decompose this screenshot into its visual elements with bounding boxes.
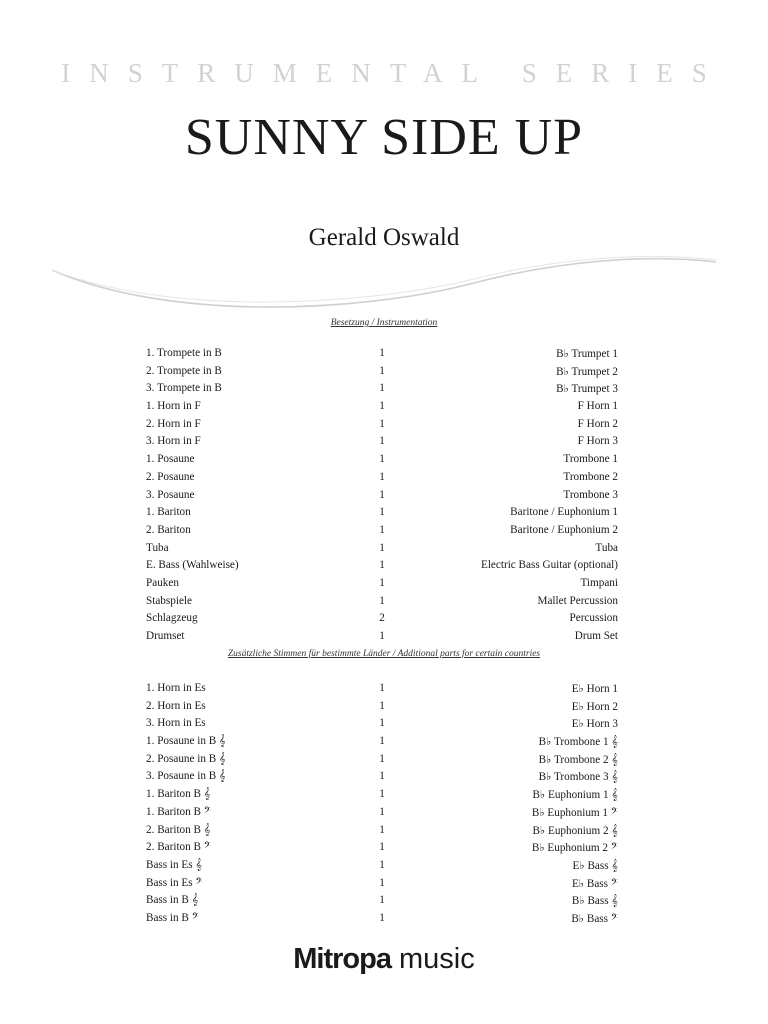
part-row [146,788,618,806]
part-quantity: 1 [379,770,385,783]
part-name-english: B♭ Bass 𝄞 [571,895,618,908]
part-name-english: B♭ Trumpet 3 [556,383,618,396]
part-quantity: 1 [379,382,385,395]
part-row [146,365,618,383]
part-name-english: E♭ Horn 1 [571,683,618,695]
part-name-english: E♭ Horn 2 [571,700,618,713]
part-quantity: 1 [379,735,385,748]
part-quantity: 1 [379,400,385,413]
part-quantity: 1 [379,630,385,642]
part-quantity: 1 [379,682,385,694]
part-quantity: 1 [379,559,385,572]
part-row [146,700,618,718]
logo-brand: Mitropa [293,943,391,975]
part-row [146,753,618,771]
part-name-german: 1. Horn in Es [146,682,206,694]
part-row [146,612,618,630]
part-name-english: Timpani [580,576,618,589]
part-row [146,435,618,453]
part-quantity: 1 [379,347,385,359]
composer-name: Gerald Oswald [308,224,460,251]
part-quantity: 1 [379,894,385,907]
part-name-german: 2. Posaune [146,470,195,483]
part-quantity: 2 [379,612,385,625]
part-quantity: 1 [379,594,385,607]
part-quantity: 1 [379,417,385,430]
part-row [146,418,618,436]
part-name-german: 1. Posaune in B 𝄞 [146,735,226,748]
part-name-english: B♭ Euphonium 2 𝄢 [531,842,618,855]
part-name-german: 1. Trompete in B [146,347,222,359]
instrumentation-heading: Besetzung / Instrumentation [330,318,438,328]
part-quantity: 1 [379,453,385,466]
logo-word: music [399,943,475,975]
part-row [146,524,618,542]
part-quantity: 1 [379,541,385,554]
part-name-german: 2. Posaune in B 𝄞 [146,752,226,765]
part-name-english: F Horn 1 [577,400,618,413]
part-row [146,824,618,842]
part-quantity: 1 [379,435,385,448]
part-name-german: 2. Bariton [146,523,191,536]
part-name-german: 2. Bariton B 𝄢 [146,841,211,854]
part-quantity: 1 [379,805,385,818]
part-row [146,542,618,560]
part-name-english: Drum Set [574,630,618,642]
part-name-english: Trombone 3 [563,488,618,501]
part-name-german: 3. Horn in F [146,435,201,448]
part-name-english: Trombone 1 [563,453,618,466]
part-name-english: Electric Bass Guitar (optional) [480,559,618,572]
part-name-english: B♭ Euphonium 2 𝄞 [532,824,618,837]
part-name-german: 2. Trompete in B [146,364,222,377]
part-row [146,877,618,895]
part-name-german: 3. Horn in Es [146,717,206,730]
part-row [146,735,618,753]
part-name-german: 1. Bariton [146,506,191,519]
part-name-german: 1. Bariton B 𝄞 [146,788,211,801]
part-quantity: 1 [379,488,385,501]
part-name-english: Tuba [595,541,618,554]
part-name-german: Bass in Es 𝄞 [146,858,203,871]
part-name-english: Percussion [569,612,618,625]
publisher-logo [0,943,768,976]
part-name-english: Mallet Percussion [537,594,618,607]
instrumentation-list [146,347,618,648]
part-name-english: F Horn 2 [577,417,618,430]
part-name-german: Stabspiele [146,594,192,607]
additional-parts-list [146,682,618,930]
part-row [146,595,618,613]
part-row [146,471,618,489]
part-name-german: 2. Bariton B 𝄞 [146,823,211,836]
part-name-german: 3. Trompete in B [146,382,222,395]
part-row [146,770,618,788]
part-name-german: 1. Horn in F [146,400,201,413]
part-quantity: 1 [379,717,385,730]
part-quantity: 1 [379,823,385,836]
part-quantity: 1 [379,523,385,536]
part-quantity: 1 [379,841,385,854]
part-name-english: F Horn 3 [577,435,618,448]
part-row [146,400,618,418]
part-row [146,841,618,859]
part-quantity: 1 [379,876,385,889]
part-row [146,806,618,824]
part-name-german: 3. Posaune [146,488,195,501]
part-row [146,859,618,877]
part-name-german: 2. Horn in Es [146,699,206,712]
part-name-german: Bass in B 𝄢 [146,911,199,924]
piece-title: SUNNY SIDE UP [184,109,584,166]
part-name-english: Baritone / Euphonium 2 [510,523,618,536]
part-row [146,894,618,912]
part-row [146,717,618,735]
part-name-german: Bass in B 𝄞 [146,894,199,907]
part-row [146,682,618,700]
part-name-german: 2. Horn in F [146,417,201,430]
part-quantity: 1 [379,699,385,712]
part-name-english: B♭ Trombone 1 𝄞 [538,736,618,749]
part-name-german: Bass in Es 𝄢 [146,876,203,889]
part-name-english: E♭ Bass 𝄢 [571,877,618,890]
part-name-german: E. Bass (Wahlweise) [146,559,239,572]
part-quantity: 1 [379,364,385,377]
part-row [146,577,618,595]
part-name-english: E♭ Horn 3 [571,718,618,731]
part-quantity: 1 [379,911,385,924]
part-name-german: Pauken [146,576,179,589]
part-quantity: 1 [379,576,385,589]
part-name-english: B♭ Trombone 3 𝄞 [538,771,618,784]
additional-parts-heading: Zusätzliche Stimmen für bestimmte Länder / Additional parts for certain countries [227,649,541,659]
part-quantity: 1 [379,752,385,765]
decorative-swoosh [0,240,768,320]
part-quantity: 1 [379,506,385,519]
part-name-english: B♭ Trombone 2 𝄞 [538,753,618,766]
part-name-german: 1. Posaune [146,453,195,466]
part-row [146,630,618,648]
part-name-english: B♭ Trumpet 2 [556,365,618,378]
part-name-german: Drumset [146,630,185,642]
part-quantity: 1 [379,858,385,871]
part-row [146,559,618,577]
part-row [146,489,618,507]
part-row [146,347,618,365]
part-name-english: B♭ Euphonium 1 𝄞 [532,789,618,802]
part-name-english: Trombone 2 [563,470,618,483]
part-quantity: 1 [379,470,385,483]
part-row [146,506,618,524]
part-quantity: 1 [379,788,385,801]
part-name-english: E♭ Bass 𝄞 [572,859,618,872]
part-name-german: Schlagzeug [146,612,198,625]
part-name-english: Baritone / Euphonium 1 [510,506,618,519]
part-row [146,453,618,471]
series-label: INSTRUMENTAL SERIES [61,58,726,88]
part-name-english: B♭ Trumpet 1 [556,348,618,360]
part-name-german: 1. Bariton B 𝄢 [146,805,211,818]
part-name-english: B♭ Euphonium 1 𝄢 [531,806,618,819]
part-row [146,912,618,930]
part-row [146,382,618,400]
part-name-german: Tuba [146,541,169,554]
part-name-german: 3. Posaune in B 𝄞 [146,770,226,783]
part-name-english: B♭ Bass 𝄢 [571,912,618,925]
